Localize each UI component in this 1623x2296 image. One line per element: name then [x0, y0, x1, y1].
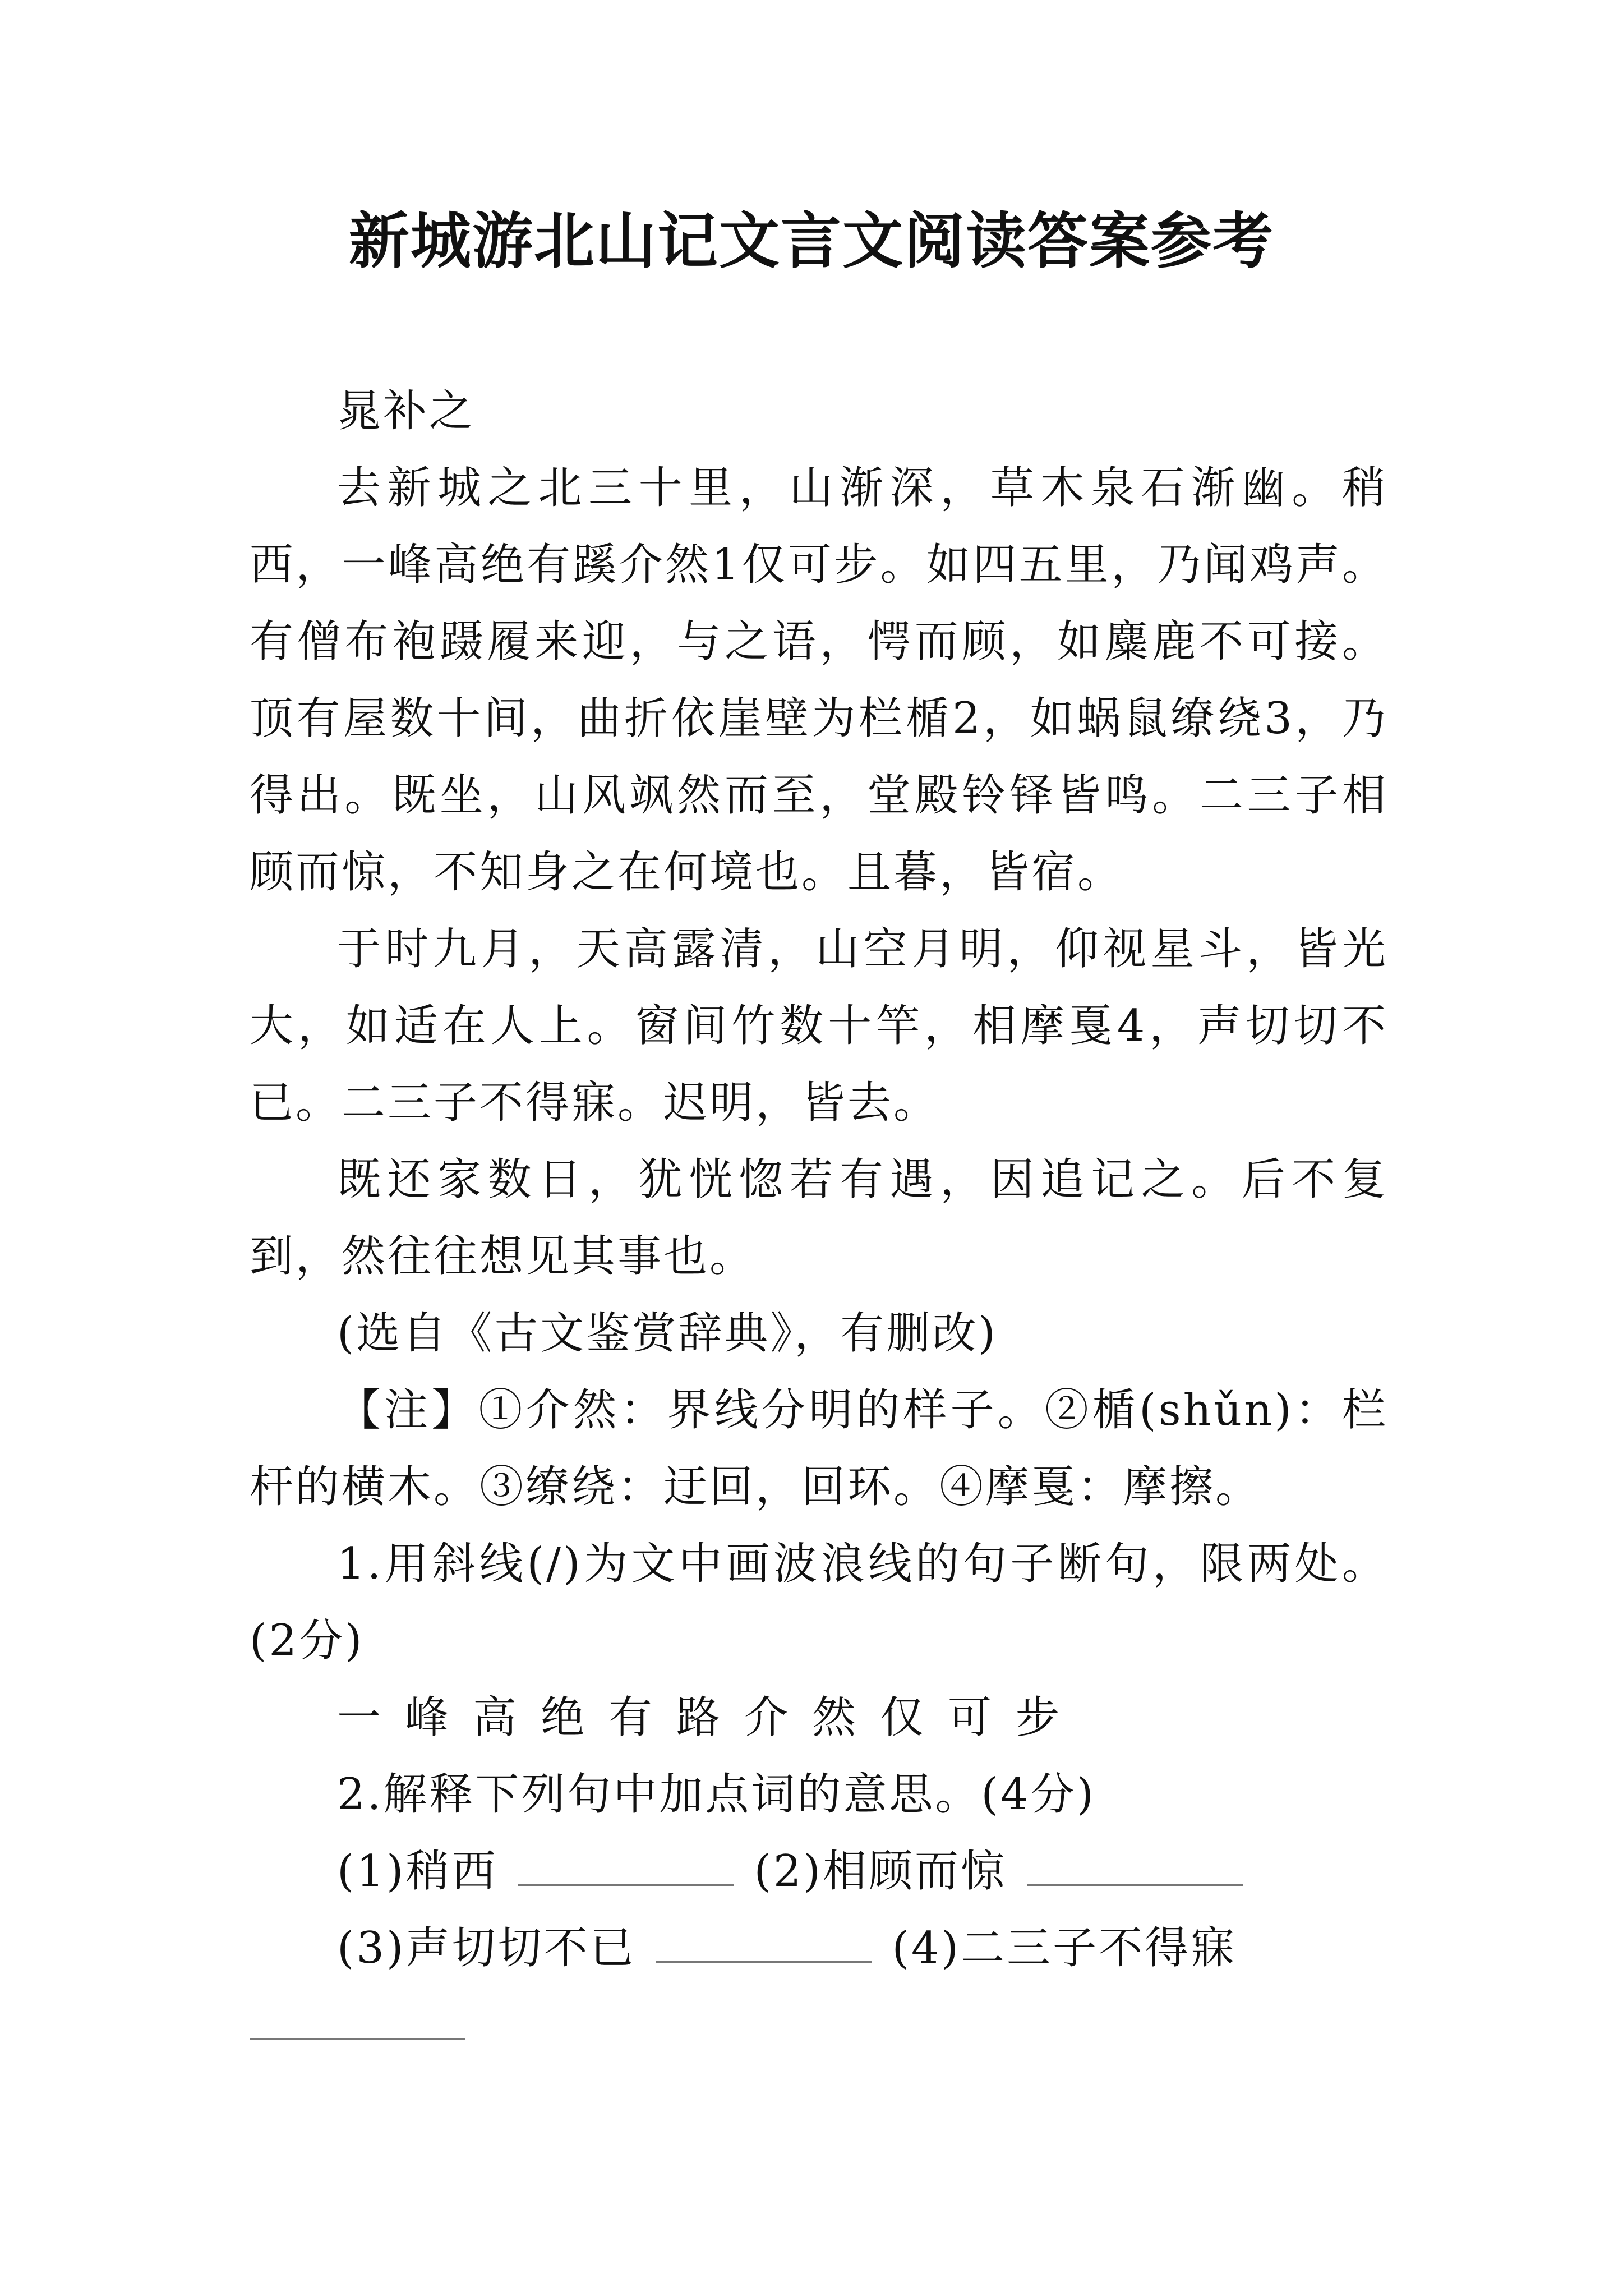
- answer-blank-1[interactable]: [518, 1846, 734, 1886]
- source-line: (选自《古文鉴赏辞典》，有删改): [337, 1308, 998, 1359]
- question-2: 2.解释下列句中加点词的意思。(4分): [337, 1769, 1096, 1820]
- annotation-note: 【注】①介然：界线分明的样子。②楯(shǔn)：栏杆的横木。③缭绕：迂回，回环。④摩戛：摩擦。: [250, 1385, 1388, 1512]
- question-1-sentence: 一峰高绝有路介然仅可步: [337, 1692, 1084, 1743]
- document-title: 新城游北山记文言文阅读答案参考: [348, 206, 1274, 277]
- question-2-row-2: [250, 1910, 1388, 1987]
- answer-line-row: [250, 1987, 1388, 2041]
- author-line: 晁补之: [337, 386, 476, 436]
- paragraph: 既还家数日，犹恍惚若有遇，因追记之。后不复到，然往往想见其事也。: [250, 1154, 1388, 1282]
- answer-blank-2[interactable]: [1027, 1846, 1243, 1886]
- answer-blank-4[interactable]: [250, 2000, 465, 2040]
- question-2-item-4: (4)二三子不得寐: [892, 1923, 1237, 1973]
- question-2-row-1: [250, 1833, 1388, 1910]
- document-body: [250, 373, 1388, 2041]
- question-2-item-3: (3)声切切不已: [337, 1923, 636, 1973]
- question-1: 1.用斜线(/)为文中画波浪线的句子断句，限两处。(2分): [250, 1539, 1388, 1666]
- paragraph: 去新城之北三十里，山渐深，草木泉石渐幽。稍西，一峰高绝有蹊介然1仅可步。如四五里，乃闻鸡声。有僧布袍蹑履来迎，与之语，愕而顾，如麋鹿不可接。顶有屋数十间，曲折依崖壁为栏楯2，如蜗鼠缭绕3，乃得出。既坐，山风飒然而至，堂殿铃铎皆鸣。二三子相顾而惊，不知身之在何境也。且暮，皆宿。: [250, 463, 1388, 898]
- question-2-item-1: (1)稍西: [337, 1846, 498, 1897]
- question-2-item-2: (2)相顾而惊: [754, 1846, 1007, 1897]
- paragraph: 于时九月，天高露清，山空月明，仰视星斗，皆光大，如适在人上。窗间竹数十竿，相摩戛4，声切切不已。二三子不得寐。迟明，皆去。: [250, 924, 1388, 1128]
- answer-blank-3[interactable]: [656, 1923, 872, 1963]
